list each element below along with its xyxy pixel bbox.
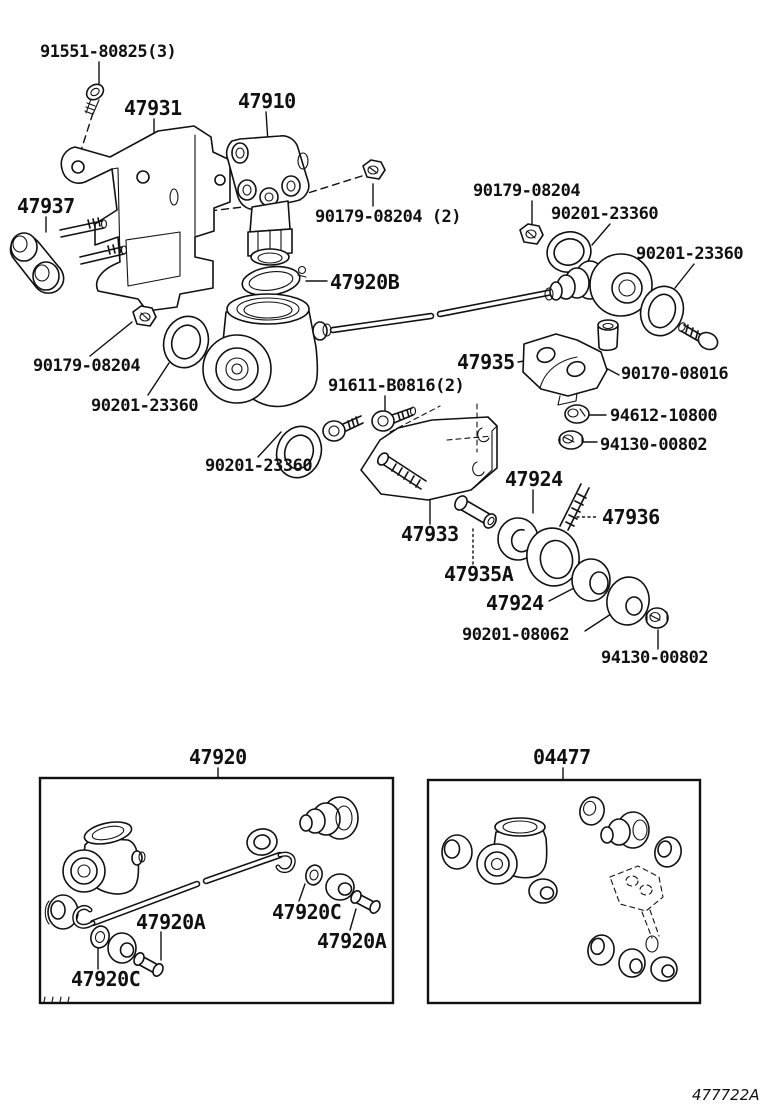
callout-47920C-left: 47920C bbox=[71, 967, 141, 991]
callout-90179-08204-right: 90179-08204 bbox=[473, 181, 581, 201]
washer-94612-drawing bbox=[565, 405, 589, 423]
callout-47924-lower: 47924 bbox=[486, 591, 544, 615]
kit-ring-mid-drawing bbox=[245, 827, 279, 858]
callout-94130-00802-b: 94130-00802 bbox=[601, 648, 709, 668]
callout-90201-23360-c: 90201-23360 bbox=[91, 396, 199, 416]
nut-94130-lower-drawing bbox=[646, 608, 668, 628]
valve-47910-drawing bbox=[227, 136, 309, 265]
callout-47937: 47937 bbox=[17, 194, 75, 218]
callout-47920A-right: 47920A bbox=[317, 929, 387, 953]
callout-90179-08204-x2: 90179-08204 (2) bbox=[315, 207, 462, 227]
sensor-plate-47935-drawing bbox=[523, 334, 607, 405]
nut-90179-left-drawing bbox=[133, 306, 156, 326]
callout-94130-00802-a: 94130-00802 bbox=[600, 435, 708, 455]
bracket-47931-drawing bbox=[61, 126, 230, 311]
kit-boot-drawing bbox=[300, 797, 358, 839]
grommet-47924-lower-drawing bbox=[572, 559, 610, 601]
callout-47920C-right: 47920C bbox=[272, 900, 342, 924]
callout-90201-23360-a: 90201-23360 bbox=[551, 204, 659, 224]
callout-47936: 47936 bbox=[602, 505, 660, 529]
kit2-valve-body-drawing bbox=[477, 818, 557, 903]
kit-grommet-left-drawing bbox=[45, 895, 78, 929]
callout-47935: 47935 bbox=[457, 350, 515, 374]
kit-valve-body-drawing bbox=[63, 818, 145, 894]
callout-90170-08016: 90170-08016 bbox=[621, 364, 729, 384]
nut-90179-upper-drawing bbox=[363, 160, 385, 179]
callout-90179-08204-left: 90179-08204 bbox=[33, 356, 141, 376]
callout-47935A: 47935A bbox=[444, 562, 514, 586]
kit2-sensor-arm-drawing bbox=[586, 866, 677, 981]
callout-47924-upper: 47924 bbox=[505, 467, 563, 491]
cylinder-90170-drawing bbox=[598, 320, 618, 350]
screw-91551-drawing bbox=[84, 81, 107, 114]
pin-47935A-drawing bbox=[452, 494, 498, 531]
kit2-boot-drawing bbox=[577, 794, 685, 869]
callout-90201-23360-b: 90201-23360 bbox=[636, 244, 744, 264]
callout-94612-10800: 94612-10800 bbox=[610, 406, 718, 426]
kit-box-04477-title: 04477 bbox=[533, 745, 591, 769]
callout-47920B: 47920B bbox=[330, 270, 400, 294]
callout-90201-23360-d: 90201-23360 bbox=[205, 456, 313, 476]
callout-47931: 47931 bbox=[124, 96, 182, 120]
nut-94130-upper-drawing bbox=[559, 431, 583, 449]
callout-47910: 47910 bbox=[238, 89, 296, 113]
hydraulic-tube-drawing bbox=[333, 290, 563, 330]
callout-47920A-left: 47920A bbox=[136, 910, 206, 934]
kit2-ring-left-drawing bbox=[442, 835, 472, 869]
valve-body-drawing bbox=[203, 294, 331, 406]
callout-90201-08062: 90201-08062 bbox=[462, 625, 570, 645]
callout-47933: 47933 bbox=[401, 522, 459, 546]
nut-90179-right-drawing bbox=[520, 224, 543, 244]
callout-91551-80825: 91551-80825(3) bbox=[40, 42, 177, 62]
drawing-code: 477722A bbox=[692, 1086, 760, 1104]
kit-box-47920-title: 47920 bbox=[189, 745, 247, 769]
artwork bbox=[11, 81, 721, 628]
kit-box-04477 bbox=[428, 780, 700, 1003]
callout-91611-B0816: 91611-B0816(2) bbox=[328, 376, 465, 396]
